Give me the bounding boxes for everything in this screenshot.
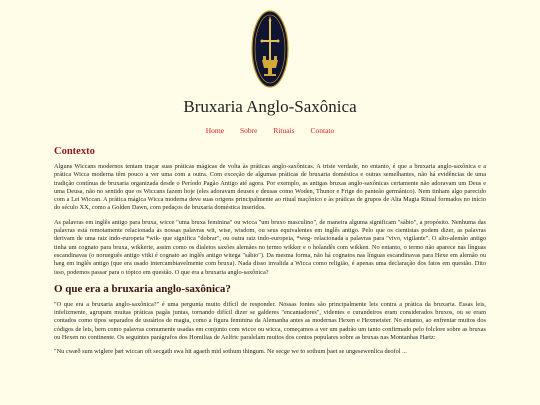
- site-title: Bruxaria Anglo-Saxônica: [183, 97, 357, 116]
- nav-home-link[interactable]: Home: [205, 126, 225, 135]
- paragraph: "O que era a bruxaria anglo-saxônica?" é uma pergunta muito difícil de responder. Nossas fontes são principalmente leis contra a prática da bruxaria. Essas leis, infelizmente, agrupam muitas práticas pagãs juntas, tornando difícil dizer se galderes "encantadores", videntes e curandeiros eram considerados bruxos, ou se eram contados como tipos separados de usuários de magia, como a figura feminina da Alemanha antes as modernas Hexen e Hexmeister. No entanto, ao enfrentar muitos dos códigos de leis, bem como palavras comumente usadas em conjunto com wicce ou wicca, começamos a ver um padrão um tanto confirmado pelo folclore sobre as bruxas ou Hexen no continente. Os seguintes parágrafos dos Homilias de Aelfric paralelam muitos dos contos populares sobre as bruxas nas Montanhas Hartz:: [54, 300, 486, 342]
- nav-about-link[interactable]: Sobre: [239, 126, 258, 135]
- paragraph: "Nu cwæð sum wiglere þæt wiccan oft secgath swa hit agaeth mid sothum thingum. Ne secge we to sothum þaet se ungesewenlica deofol ...: [54, 348, 407, 356]
- nav-contact-link[interactable]: Contato: [310, 126, 335, 135]
- section-heading-bruxaria: O que era a bruxaria anglo-saxônica?: [54, 282, 231, 295]
- main-nav: [0, 126, 540, 135]
- main-content: [54, 146, 486, 370]
- nav-rituals-link[interactable]: Rituais: [273, 126, 295, 135]
- section-heading-contexto: Contexto: [54, 146, 95, 157]
- logo-container: [0, 10, 540, 88]
- paragraph: As palavras em inglês antigo para bruxa, wicce "uma bruxa feminina" ou wicca "um bruxo masculino", de maneira alguma significam "sábio", a propósito. Nenhuma das palavras está remotamente relacionada às nossas palavras wit, wise, wisdom, ou seus equivalentes em inglês antigo. Pelo que os cientistas podem dizer, as palavras derivam de uma raiz indo-europeia *wik- que significa "dobrar", ou outra raiz indo-europeia, *weg- relacionada a palavras para "vivo, vigilante". O alto-alemão antigo tinha um cognato para bruxa, wikkerie, assim como os dialetos saxões alemães no termo wikker e o holandês com wikken. No entanto, o termo não aparece nas línguas escandinavas (o norueguês antigo vitki é cognato ao inglês antigo witega "sábio"). Da mesma forma, não há cognatos nas línguas escandinavas para Hexe em alemão ou hæg em inglês antigo (que era usado intercambiavelmente com bruxa). Nada disso invalida a Wicca como religião, é apenas uma declaração dos fatos em questão. Dito isso, podemos passar para o tópico em questão. O que era a bruxaria anglo-saxônica?: [54, 218, 486, 276]
- sword-in-shield-icon: [251, 10, 289, 88]
- paragraph: Alguns Wiccans modernos tentam traçar suas práticas mágicas de volta às práticas anglo-saxônicas. A triste verdade, no entanto, é que a bruxaria anglo-saxônica e a prática Wicca moderna têm pouco a ver uma com a outra. Com exceção de algumas práticas de bruxaria doméstica e outras semelhantes, não há evidências de uma tradição contínua de bruxaria organizada desde o Período Pagão Antigo até agora. Por exemplo, as antigas bruxas anglo-saxônicas certamente não adoravam um Deus e uma Deusa, não no sentido que os Wiccans fazem hoje (eles adoravam deuses e deusas como Woden, Thunor e Frige do panteão germânico). Nem tinham algo parecido com a Lei Wiccan. A prática mágica Wicca moderna deve suas origens principalmente ao ritual maçônico e às práticas de grupos de Alta Magia Ritual formados no início do século XX, como a Golden Dawn, com pedaços de bruxaria doméstica inseridos.: [54, 163, 486, 212]
